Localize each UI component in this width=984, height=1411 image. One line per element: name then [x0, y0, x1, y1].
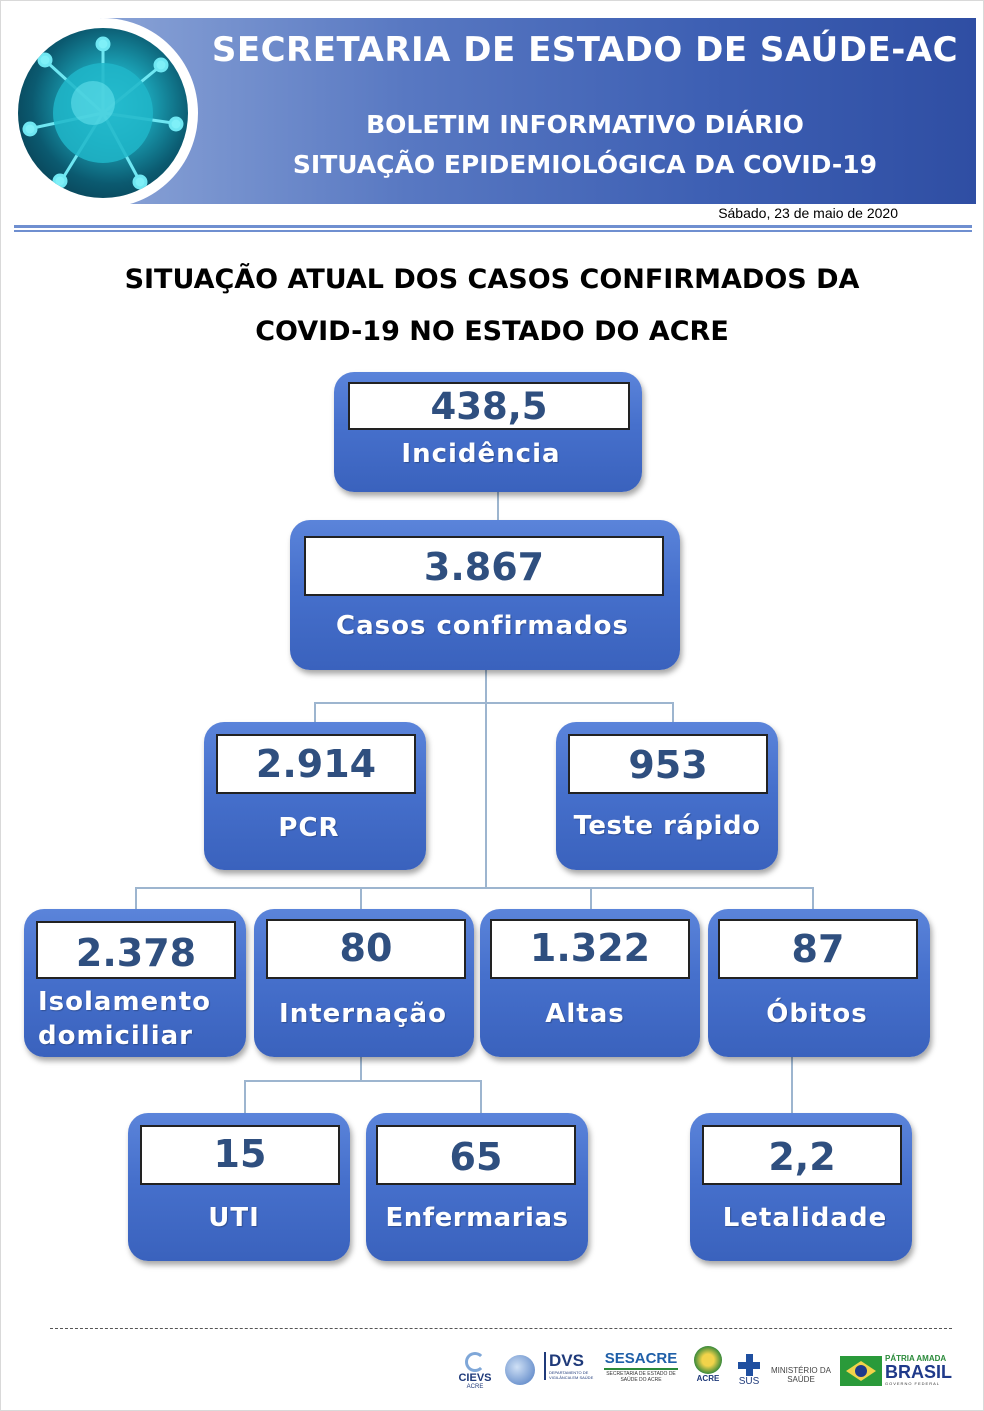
report-date: Sábado, 23 de maio de 2020 [718, 205, 898, 221]
uti-card [128, 1113, 350, 1261]
header-subtitle-situation: SITUAÇÃO EPIDEMIOLÓGICA DA COVID-19 [292, 150, 878, 179]
connector-level3-bar [135, 887, 814, 889]
header-subtitle-bulletin: BOLETIM INFORMATIVO DIÁRIO [366, 110, 804, 139]
ministerio-saude-text: SAÚDE [787, 1375, 815, 1384]
brasil-flag-icon [840, 1356, 882, 1386]
cievs-swirl-icon [465, 1352, 485, 1372]
teste-rapido-label: Teste rápido [573, 811, 761, 841]
enfermarias-label: Enfermarias [385, 1203, 569, 1233]
isolamento-card [24, 909, 246, 1057]
isolamento-value: 2.378 [36, 921, 236, 979]
dvs-sub-text: DEPARTAMENTO DE VIGILÂNCIA EM SAÚDE [549, 1370, 594, 1380]
letalidade-value: 2,2 [702, 1125, 902, 1185]
acre-seal-icon [694, 1346, 722, 1374]
connector-internacao-down [360, 1055, 362, 1082]
internacao-value: 80 [266, 919, 466, 979]
connector-obitos-drop [812, 887, 814, 909]
obitos-label: Óbitos [766, 999, 868, 1029]
internacao-label: Internação [279, 999, 447, 1029]
connector-internacao-drop [360, 887, 362, 909]
connector-pcr-teste-bar [314, 702, 674, 704]
obitos-value: 87 [718, 919, 918, 979]
casos-confirmados-label: Casos confirmados [336, 611, 629, 641]
page-title-line2: COVID-19 NO ESTADO DO ACRE [255, 316, 729, 347]
connector-altas-drop [590, 887, 592, 909]
connector-teste-drop [672, 702, 674, 722]
sesacre-logo [600, 1350, 682, 1383]
casos-confirmados-value: 3.867 [304, 536, 664, 596]
coronavirus-icon [18, 28, 188, 198]
connector-obitos-letalidade [791, 1055, 793, 1113]
letalidade-card [690, 1113, 912, 1261]
teste-rapido-value: 953 [568, 734, 768, 794]
sesacre-text: SESACRE [604, 1350, 678, 1367]
ministerio-text: MINISTÉRIO DA [770, 1366, 831, 1375]
header-divider-top [14, 225, 972, 228]
incidencia-label: Incidência [401, 439, 561, 469]
sesacre-sub-text: SECRETARIA DE ESTADO DE SAÚDE DO ACRE [606, 1371, 676, 1383]
page-title-line1: SITUAÇÃO ATUAL DOS CASOS CONFIRMADOS DA [124, 264, 860, 295]
obitos-card [708, 909, 930, 1057]
globe-logo-icon [505, 1355, 535, 1385]
teste-rapido-card [556, 722, 778, 870]
connector-incidencia-casos [497, 492, 499, 522]
acre-text: ACRE [696, 1374, 720, 1383]
brasil-text: BRASIL [885, 1362, 952, 1382]
letalidade-label: Letalidade [722, 1203, 888, 1233]
dvs-logo [544, 1352, 601, 1380]
uti-value: 15 [140, 1125, 340, 1185]
enfermarias-card [366, 1113, 588, 1261]
connector-uti-drop [244, 1080, 246, 1113]
connector-enf-drop [480, 1080, 482, 1113]
connector-isolamento-drop [135, 887, 137, 909]
casos-confirmados-card [290, 520, 680, 670]
dvs-text: DVS [549, 1351, 584, 1370]
acre-seal-logo [690, 1346, 726, 1383]
connector-uti-enf-bar [244, 1080, 482, 1082]
sus-cross-icon [738, 1354, 760, 1376]
enfermarias-value: 65 [376, 1125, 576, 1185]
cievs-logo [452, 1352, 498, 1390]
isolamento-label-line2: domiciliar [38, 1021, 193, 1051]
connector-pcr-drop [314, 702, 316, 722]
patria-amada-brasil-logo [885, 1354, 961, 1386]
uti-label: UTI [208, 1203, 260, 1233]
sesacre-underline [604, 1368, 678, 1370]
cievs-text: CIEVS [458, 1372, 492, 1384]
footer-divider [50, 1328, 952, 1329]
governo-federal-text: GOVERNO FEDERAL [885, 1381, 941, 1386]
pcr-card [204, 722, 426, 870]
cievs-sub-text: ACRE [466, 1384, 484, 1390]
patria-text: PÁTRIA AMADA [885, 1354, 947, 1363]
sus-logo [734, 1354, 764, 1387]
isolamento-label-line1: Isolamento [38, 987, 211, 1017]
altas-label: Altas [545, 999, 625, 1029]
incidencia-card [334, 372, 642, 492]
altas-value: 1.322 [490, 919, 690, 979]
internacao-card [254, 909, 474, 1057]
altas-card [480, 909, 700, 1057]
ministerio-saude-logo [768, 1366, 834, 1384]
pcr-value: 2.914 [216, 734, 416, 794]
header-title: SECRETARIA DE ESTADO DE SAÚDE-AC [211, 30, 959, 70]
incidencia-value: 438,5 [348, 382, 630, 430]
sus-text: SUS [738, 1376, 760, 1387]
header-divider-bottom [14, 230, 972, 232]
pcr-label: PCR [278, 813, 340, 843]
page-title [60, 254, 924, 358]
